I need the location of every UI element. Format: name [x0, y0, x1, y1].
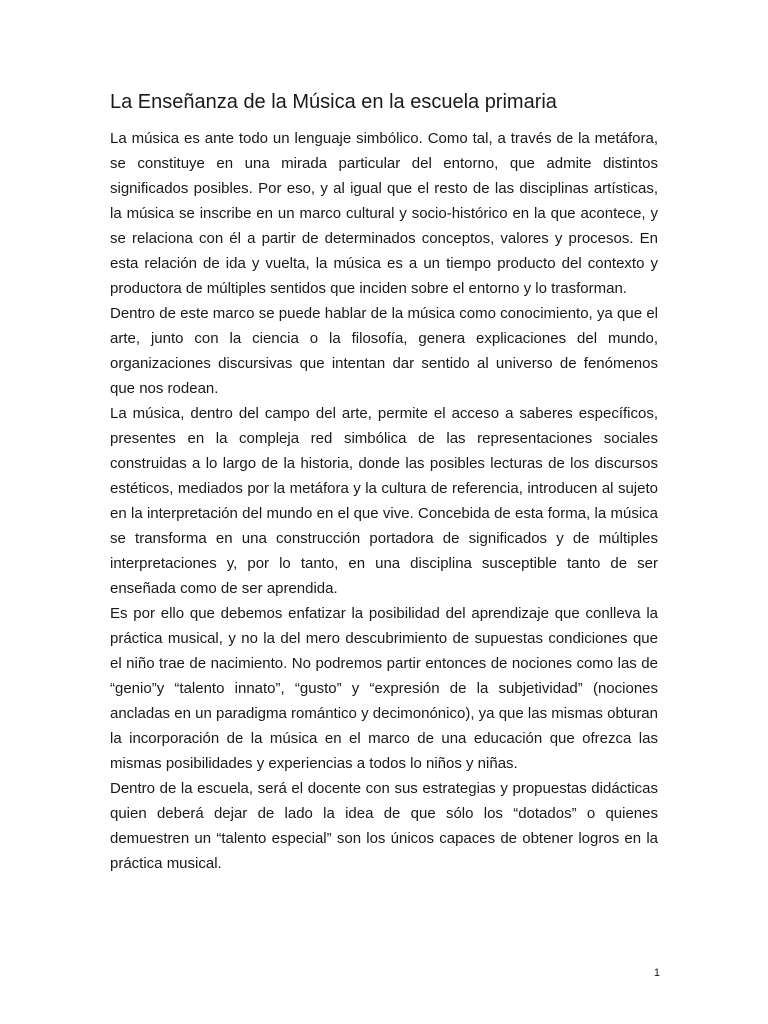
paragraph-2: Dentro de este marco se puede hablar de la música como conocimiento, ya que el arte, junto con la ciencia o la filosofía, genera explicaciones del mundo, organizaciones discursivas que intentan dar sentido al universo de fenómenos que nos rodean.	[110, 305, 658, 397]
paragraph-1: La música es ante todo un lenguaje simbólico. Como tal, a través de la metáfora, se constituye en una mirada particular del entorno, que admite distintos significados posibles. Por eso, y al igual que el resto de las disciplinas artísticas, la música se inscribe en un marco cultural y socio-histórico en la que acontece, y se relaciona con él a partir de determinados conceptos, valores y procesos. En esta relación de ida y vuelta, la música es a un tiempo producto del contexto y productora de múltiples sentidos que inciden sobre el entorno y lo trasforman.	[110, 130, 658, 297]
paragraph-5: Dentro de la escuela, será el docente con sus estrategias y propuestas didácticas quien deberá dejar de lado la idea de que sólo los “dotados” o quienes demuestren un “talento especial” son los únicos capaces de obtener logros en la práctica musical.	[110, 780, 658, 872]
paragraph-4: Es por ello que debemos enfatizar la posibilidad del aprendizaje que conlleva la práctica musical, y no la del mero descubrimiento de supuestas condiciones que el niño trae de nacimiento. No podremos partir entonces de nociones como las de “genio”y “talento innato”, “gusto” y “expresión de la subjetividad” (nociones ancladas en un paradigma romántico y decimonónico), ya que las mismas obturan la incorporación de la música en el marco de una educación que ofrezca las mismas posibilidades y experiencias a todos lo niños y niñas.	[110, 605, 658, 772]
paragraph-3: La música, dentro del campo del arte, permite el acceso a saberes específicos, presentes en la compleja red simbólica de las representaciones sociales construidas a lo largo de la historia, donde las posibles lecturas de los discursos estéticos, mediados por la metáfora y la cultura de referencia, introducen al sujeto en la interpretación del mundo en el que vive. Concebida de esta forma, la música se transforma en una construcción portadora de significados y de múltiples interpretaciones y, por lo tanto, en una disciplina susceptible tanto de ser enseñada como de ser aprendida.	[110, 405, 658, 597]
page-number: 1	[653, 967, 660, 979]
document-title: La Enseñanza de la Música en la escuela primaria	[110, 91, 557, 113]
document-body	[110, 126, 658, 876]
